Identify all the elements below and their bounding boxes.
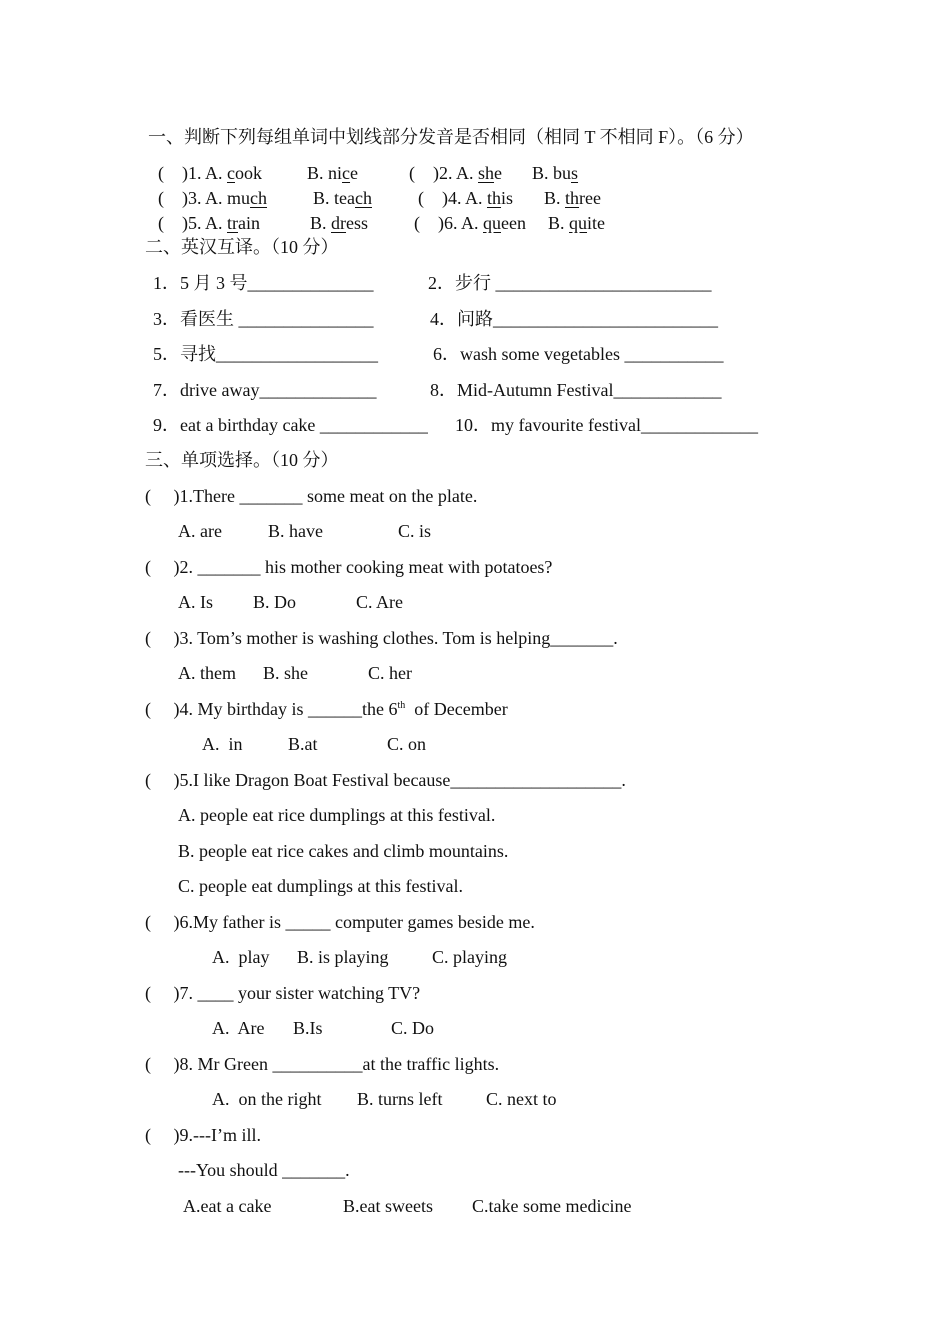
s3-q8-c: C. next to <box>486 1089 557 1109</box>
s3-q8-a: A. on the right <box>212 1089 322 1109</box>
s1-item-5: ( )5. A. train <box>158 213 260 233</box>
s3-q4: ( )4. My birthday is ______the 6th of December <box>145 699 508 719</box>
s3-q6: ( )6.My father is _____ computer games beside me. <box>145 912 535 932</box>
s1-item-4: ( )4. A. this <box>418 188 514 208</box>
section2-title: 二、英汉互译。（10 分） <box>145 237 339 257</box>
s2-item-6: 6．wash some vegetables ___________ <box>433 344 724 364</box>
s3-q5: ( )5.I like Dragon Boat Festival because___________________. <box>145 770 626 790</box>
s3-q9-b: B.eat sweets <box>343 1196 433 1216</box>
s2-item-2: 2．步行 ________________________ <box>428 273 712 293</box>
s3-q6-a: A. play <box>212 947 270 967</box>
s3-q7-b: B.Is <box>293 1018 323 1038</box>
s3-q9: ( )9.---I’m ill. <box>145 1125 261 1145</box>
s1-item-1-b: B. nice <box>307 163 359 183</box>
s1-item-6-b: B. quite <box>548 213 606 233</box>
s3-q2: ( )2. _______ his mother cooking meat with potatoes? <box>145 557 553 577</box>
s3-q5-c: C. people eat dumplings at this festival. <box>178 876 463 896</box>
s3-q5-a: A. people eat rice dumplings at this festival. <box>178 805 496 825</box>
s2-item-7: 7．drive away_____________ <box>153 380 377 400</box>
s3-q3-b: B. she <box>263 663 308 683</box>
s2-item-8: 8．Mid-Autumn Festival____________ <box>430 380 722 400</box>
s3-q3: ( )3. Tom’s mother is washing clothes. Tom is helping_______. <box>145 628 618 648</box>
s3-q1-c: C. is <box>398 521 432 541</box>
s3-q4-c: C. on <box>387 734 427 754</box>
s2-item-1: 1．5 月 3 号______________ <box>153 273 374 293</box>
s3-q9-c: C.take some medicine <box>472 1196 632 1216</box>
s1-item-3: ( )3. A. much <box>158 188 268 208</box>
s2-item-3: 3．看医生 _______________ <box>153 309 374 329</box>
section3-title: 三、单项选择。（10 分） <box>145 450 339 470</box>
s1-item-4-b: B. three <box>544 188 602 208</box>
s3-q9-line2: ---You should _______. <box>178 1160 350 1180</box>
s3-q4-b: B.at <box>288 734 318 754</box>
s2-item-4: 4．问路_________________________ <box>430 309 718 329</box>
s1-item-2: ( )2. A. she <box>409 163 503 183</box>
s3-q6-b: B. is playing <box>297 947 389 967</box>
s3-q9-a: A.eat a cake <box>183 1196 272 1216</box>
s3-q6-c: C. playing <box>432 947 507 967</box>
s3-q8-b: B. turns left <box>357 1089 443 1109</box>
s1-item-1: ( )1. A. cook <box>158 163 262 183</box>
section1-title: 一、判断下列每组单词中划线部分发音是否相同（相同 T 不相同 F）。（6 分） <box>148 127 754 147</box>
s1-item-6: ( )6. A. queen <box>414 213 526 233</box>
s2-item-10: 10．my favourite festival_____________ <box>455 415 758 435</box>
s3-q8: ( )8. Mr Green __________at the traffic lights. <box>145 1054 500 1074</box>
s3-q2-c: C. Are <box>356 592 403 612</box>
s3-q2-a: A. Is <box>178 592 213 612</box>
s3-q1: ( )1.There _______ some meat on the plate. <box>145 486 478 506</box>
s3-q5-b: B. people eat rice cakes and climb mountains. <box>178 841 509 861</box>
s3-q3-c: C. her <box>368 663 412 683</box>
s1-item-5-b: B. dress <box>310 213 369 233</box>
s3-q7-c: C. Do <box>391 1018 435 1038</box>
s3-q3-a: A. them <box>178 663 236 683</box>
s1-item-2-b: B. bus <box>532 163 579 183</box>
s3-q2-b: B. Do <box>253 592 297 612</box>
s3-q7: ( )7. ____ your sister watching TV? <box>145 983 421 1003</box>
s3-q4-a: A. in <box>202 734 243 754</box>
s1-item-3-b: B. teach <box>313 188 372 208</box>
s3-q1-a: A. are <box>178 521 222 541</box>
s3-q1-b: B. have <box>268 521 323 541</box>
s3-q7-a: A. Are <box>212 1018 265 1038</box>
s2-item-5: 5．寻找__________________ <box>153 344 378 364</box>
s2-item-9: 9．eat a birthday cake ____________ <box>153 415 428 435</box>
